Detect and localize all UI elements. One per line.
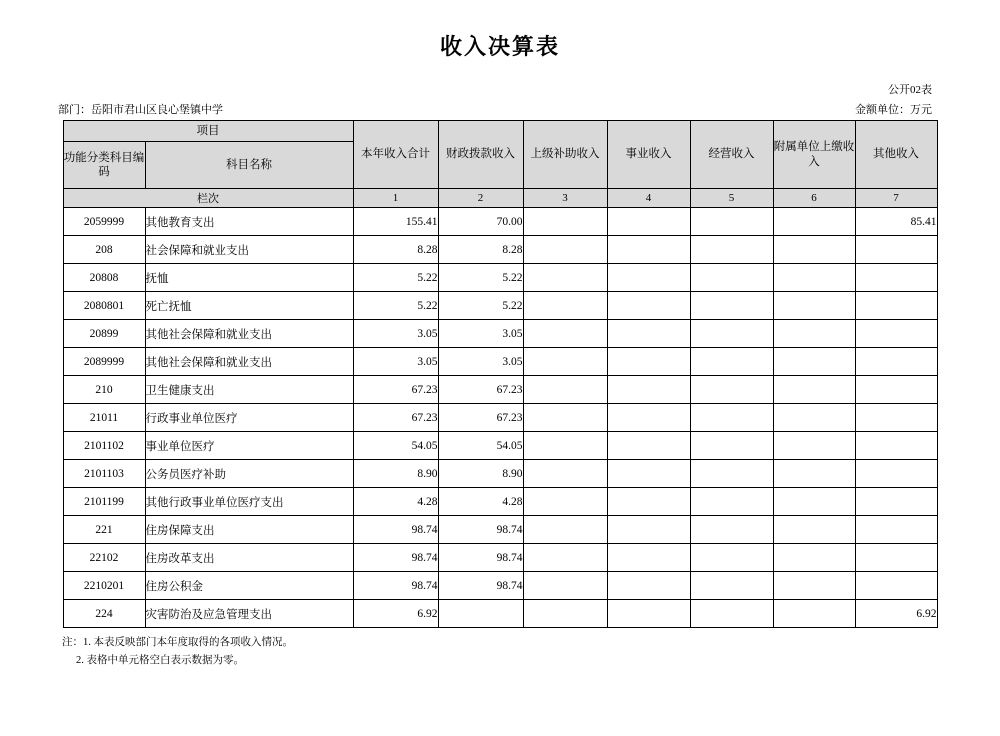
cell-superior [523,516,607,544]
cell-name: 行政事业单位医疗 [145,404,353,432]
cell-name: 其他社会保障和就业支出 [145,320,353,348]
cell-total: 98.74 [353,572,438,600]
cell-other [855,320,937,348]
rank-3: 3 [523,189,607,208]
cell-superior [523,320,607,348]
cell-code: 21011 [63,404,145,432]
table-row [63,348,937,376]
cell-other [855,404,937,432]
table-row [63,432,937,460]
cell-fiscal: 98.74 [438,544,523,572]
cell-fiscal: 5.22 [438,292,523,320]
cell-operating [690,348,773,376]
cell-business [607,488,690,516]
table-header-group-row [63,121,937,142]
cell-fiscal: 8.28 [438,236,523,264]
cell-total: 98.74 [353,544,438,572]
cell-total: 98.74 [353,516,438,544]
note-line-1: 注：1. 本表反映部门本年度取得的各项收入情况。 [62,637,293,648]
cell-operating [690,208,773,236]
table-row [63,376,937,404]
cell-name: 其他行政事业单位医疗支出 [145,488,353,516]
table-row [63,320,937,348]
unit-label: 金额单位：万元 [855,104,932,116]
header-col-subsidiary: 附属单位上缴收入 [773,121,855,189]
cell-other [855,544,937,572]
cell-code: 2089999 [63,348,145,376]
cell-total: 67.23 [353,404,438,432]
cell-subsidiary [773,264,855,292]
cell-subsidiary [773,348,855,376]
cell-superior [523,264,607,292]
cell-total: 67.23 [353,376,438,404]
cell-business [607,432,690,460]
rank-1: 1 [353,189,438,208]
cell-operating [690,292,773,320]
cell-name: 住房改革支出 [145,544,353,572]
table-row [63,208,937,236]
cell-business [607,320,690,348]
cell-name: 灾害防治及应急管理支出 [145,600,353,628]
cell-business [607,544,690,572]
cell-superior [523,572,607,600]
cell-code: 2101102 [63,432,145,460]
cell-subsidiary [773,488,855,516]
cell-fiscal: 4.28 [438,488,523,516]
cell-total: 155.41 [353,208,438,236]
rank-5: 5 [690,189,773,208]
cell-business [607,404,690,432]
cell-superior [523,292,607,320]
cell-fiscal: 54.05 [438,432,523,460]
table-notes [0,634,1000,670]
table-body [63,208,937,628]
table-row [63,460,937,488]
cell-other [855,348,937,376]
header-col-other: 其他收入 [855,121,937,189]
cell-business [607,292,690,320]
cell-subsidiary [773,600,855,628]
cell-fiscal: 98.74 [438,516,523,544]
cell-name: 其他教育支出 [145,208,353,236]
cell-subsidiary [773,208,855,236]
cell-fiscal: 3.05 [438,320,523,348]
cell-code: 224 [63,600,145,628]
cell-business [607,516,690,544]
cell-superior [523,236,607,264]
cell-operating [690,572,773,600]
cell-other [855,460,937,488]
header-group-item: 项目 [63,121,353,142]
cell-total: 3.05 [353,348,438,376]
cell-superior [523,348,607,376]
cell-business [607,376,690,404]
cell-total: 4.28 [353,488,438,516]
cell-total: 8.28 [353,236,438,264]
cell-code: 20808 [63,264,145,292]
cell-total: 5.22 [353,264,438,292]
cell-subsidiary [773,432,855,460]
header-col-code: 功能分类科目编码 [63,142,145,189]
cell-code: 20899 [63,320,145,348]
cell-superior [523,376,607,404]
table-row [63,264,937,292]
header-col-fiscal: 财政拨款收入 [438,121,523,189]
cell-subsidiary [773,572,855,600]
table-row [63,488,937,516]
document-page [0,30,1000,736]
rank-4: 4 [607,189,690,208]
cell-code: 22102 [63,544,145,572]
header-col-total: 本年收入合计 [353,121,438,189]
rank-2: 2 [438,189,523,208]
cell-superior [523,432,607,460]
cell-other [855,488,937,516]
cell-operating [690,320,773,348]
cell-name: 社会保障和就业支出 [145,236,353,264]
cell-fiscal: 70.00 [438,208,523,236]
cell-code: 2210201 [63,572,145,600]
cell-subsidiary [773,376,855,404]
department-label: 部门：岳阳市君山区良心堡镇中学 [58,104,223,116]
cell-operating [690,236,773,264]
cell-name: 抚恤 [145,264,353,292]
cell-superior [523,208,607,236]
cell-operating [690,264,773,292]
cell-other: 6.92 [855,600,937,628]
cell-name: 事业单位医疗 [145,432,353,460]
cell-business [607,236,690,264]
cell-subsidiary [773,516,855,544]
table-row [63,516,937,544]
cell-operating [690,600,773,628]
rank-label: 栏次 [63,189,353,208]
cell-superior [523,488,607,516]
cell-name: 卫生健康支出 [145,376,353,404]
cell-code: 208 [63,236,145,264]
header-col-business: 事业收入 [607,121,690,189]
note-line-2: 2. 表格中单元格空白表示数据为零。 [76,654,244,666]
header-col-name: 科目名称 [145,142,353,189]
cell-other [855,376,937,404]
cell-operating [690,376,773,404]
table-row [63,404,937,432]
cell-business [607,348,690,376]
cell-name: 公务员医疗补助 [145,460,353,488]
cell-total: 8.90 [353,460,438,488]
rank-6: 6 [773,189,855,208]
table-rank-row [63,189,937,208]
cell-other [855,264,937,292]
header-col-operating: 经营收入 [690,121,773,189]
table-row [63,572,937,600]
cell-superior [523,460,607,488]
cell-business [607,264,690,292]
cell-other [855,432,937,460]
cell-subsidiary [773,544,855,572]
cell-business [607,572,690,600]
form-number: 公开02表 [888,84,932,96]
cell-subsidiary [773,292,855,320]
cell-operating [690,488,773,516]
cell-total: 3.05 [353,320,438,348]
cell-other [855,292,937,320]
cell-other [855,236,937,264]
cell-other: 85.41 [855,208,937,236]
cell-total: 5.22 [353,292,438,320]
cell-name: 其他社会保障和就业支出 [145,348,353,376]
table-row [63,544,937,572]
cell-subsidiary [773,320,855,348]
table-row [63,236,937,264]
cell-business [607,460,690,488]
cell-fiscal: 3.05 [438,348,523,376]
table-row [63,292,937,320]
cell-fiscal: 5.22 [438,264,523,292]
cell-code: 2059999 [63,208,145,236]
table-row [63,600,937,628]
cell-operating [690,544,773,572]
income-final-accounts-table [63,120,938,628]
cell-fiscal: 8.90 [438,460,523,488]
cell-name: 住房保障支出 [145,516,353,544]
cell-code: 2101103 [63,460,145,488]
cell-code: 210 [63,376,145,404]
cell-operating [690,432,773,460]
cell-fiscal [438,600,523,628]
cell-code: 2080801 [63,292,145,320]
cell-superior [523,404,607,432]
cell-name: 住房公积金 [145,572,353,600]
cell-name: 死亡抚恤 [145,292,353,320]
header-col-superior: 上级补助收入 [523,121,607,189]
cell-code: 2101199 [63,488,145,516]
rank-7: 7 [855,189,937,208]
cell-other [855,516,937,544]
cell-operating [690,460,773,488]
cell-superior [523,544,607,572]
table-meta-row [0,101,1000,117]
cell-fiscal: 67.23 [438,376,523,404]
cell-subsidiary [773,236,855,264]
cell-business [607,600,690,628]
cell-total: 54.05 [353,432,438,460]
cell-total: 6.92 [353,600,438,628]
cell-superior [523,600,607,628]
cell-business [607,208,690,236]
cell-fiscal: 98.74 [438,572,523,600]
cell-operating [690,516,773,544]
cell-code: 221 [63,516,145,544]
cell-fiscal: 67.23 [438,404,523,432]
cell-subsidiary [773,404,855,432]
cell-operating [690,404,773,432]
page-title: 收入决算表 [439,34,560,59]
cell-subsidiary [773,460,855,488]
cell-other [855,572,937,600]
